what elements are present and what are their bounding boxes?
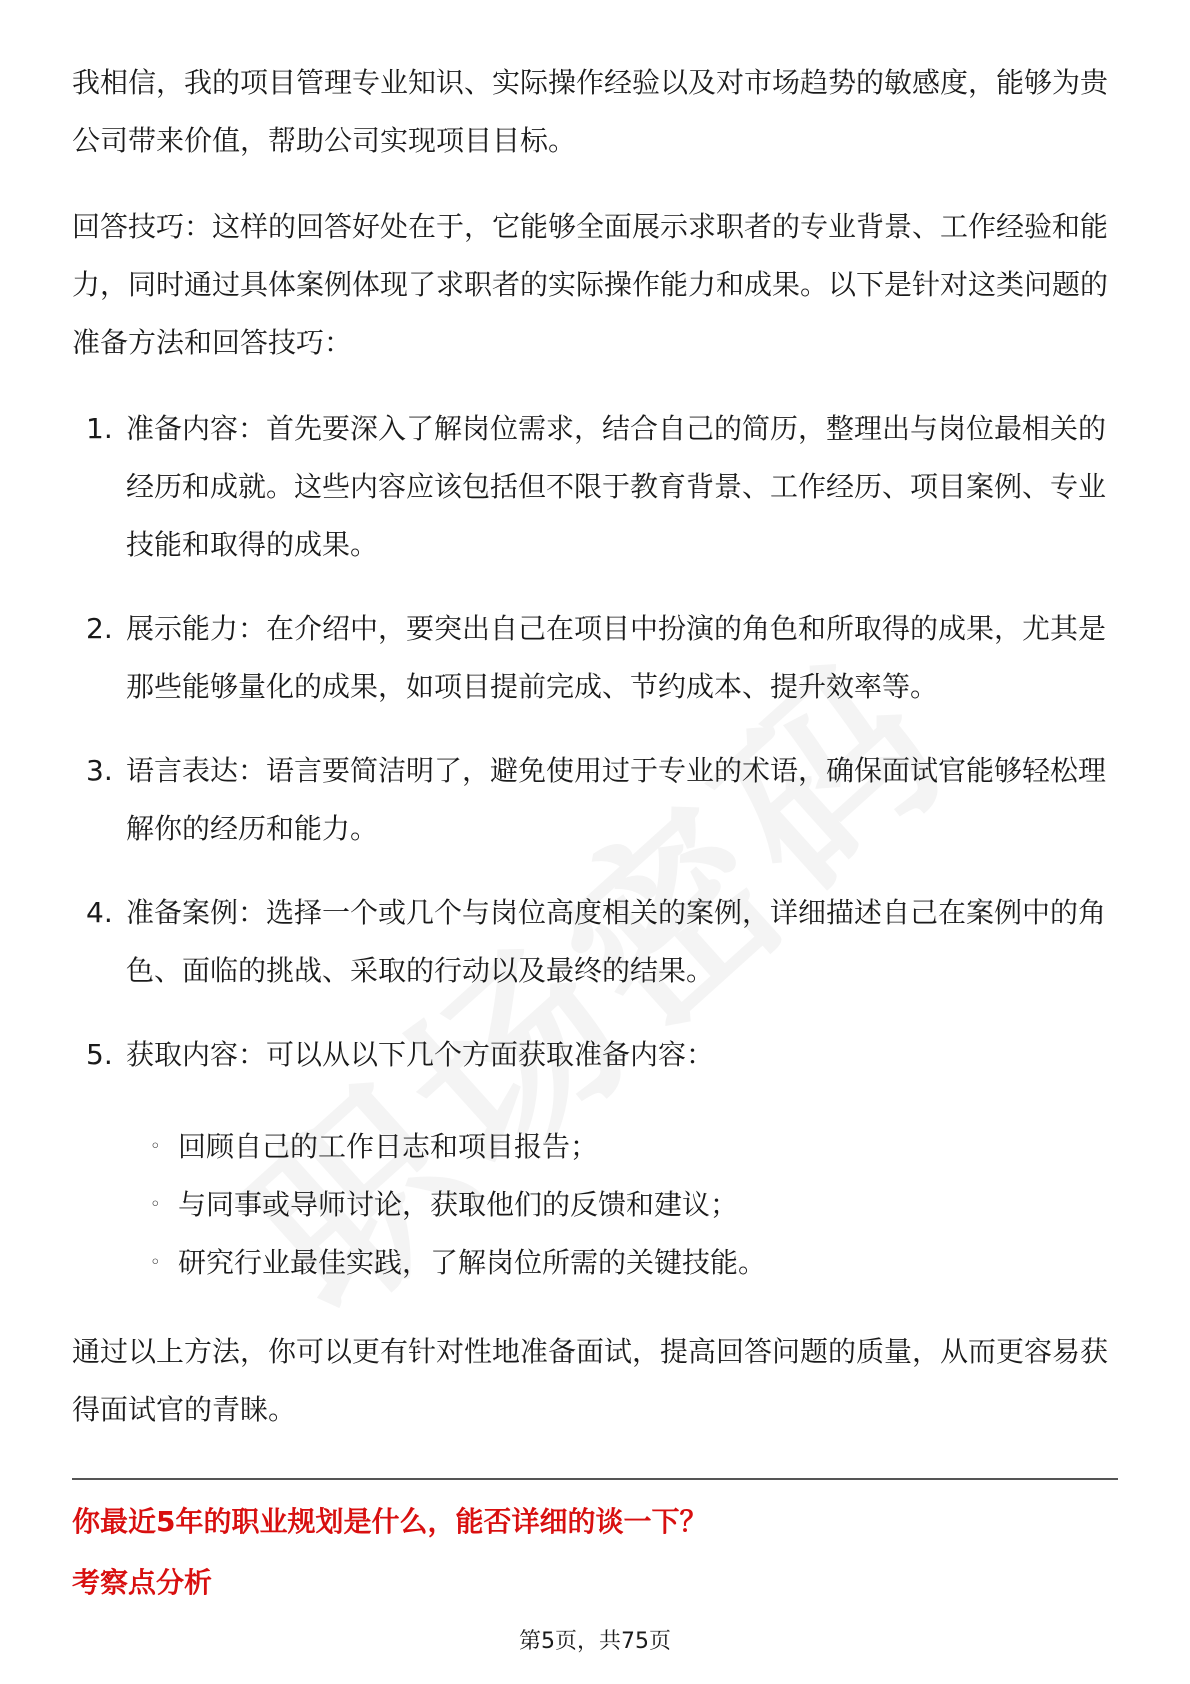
list-item-text: 准备案例：选择一个或几个与岗位高度相关的案例，详细描述自己在案例中的角色、面临的挑战、采取的行动以及最终的结果。 xyxy=(126,896,1107,987)
list-item-text: 语言表达：语言要简洁明了，避免使用过于专业的术语，确保面试官能够轻松理解你的经历和能力。 xyxy=(126,754,1107,845)
list-item xyxy=(72,600,1118,716)
list-item-text: 展示能力：在介绍中，要突出自己在项目中扮演的角色和所取得的成果，尤其是那些能够量化的成果，如项目提前完成、节约成本、提升效率等。 xyxy=(126,612,1107,703)
list-item xyxy=(72,742,1118,858)
intro-paragraph: 我相信，我的项目管理专业知识、实际操作经验以及对市场趋势的敏感度，能够为贵公司带来价值，帮助公司实现项目目标。 xyxy=(72,66,1109,157)
list-item xyxy=(72,400,1118,574)
page-footer: 第5页，共75页 xyxy=(519,1629,671,1654)
analysis-subheading: 考察点分析 xyxy=(72,1566,213,1599)
bullet-icon: ◦ xyxy=(150,1136,161,1157)
bullet-item xyxy=(150,1176,1110,1234)
bullet-item-text: 与同事或导师讨论，获取他们的反馈和建议； xyxy=(178,1188,739,1221)
tips-paragraph: 回答技巧：这样的回答好处在于，它能够全面展示求职者的专业背景、工作经验和能力，同时通过具体案例体现了求职者的实际操作能力和成果。以下是针对这类问题的准备方法和回答技巧： xyxy=(72,210,1109,359)
section-divider xyxy=(72,1478,1118,1480)
conclusion-paragraph: 通过以上方法，你可以更有针对性地准备面试，提高回答问题的质量，从而更容易获得面试官的青睐。 xyxy=(72,1335,1109,1426)
list-item-text: 获取内容：可以从以下几个方面获取准备内容： xyxy=(126,1038,715,1071)
bullet-icon: ◦ xyxy=(150,1194,161,1215)
question-heading: 你最近5年的职业规划是什么，能否详细的谈一下？ xyxy=(72,1505,708,1538)
list-item xyxy=(72,884,1118,1000)
bullet-item xyxy=(150,1234,1110,1292)
list-number: 1. xyxy=(86,412,113,445)
list-item-text: 准备内容：首先要深入了解岗位需求，结合自己的简历，整理出与岗位最相关的经历和成就。这些内容应该包括但不限于教育背景、工作经历、项目案例、专业技能和取得的成果。 xyxy=(126,412,1107,561)
bullet-icon: ◦ xyxy=(150,1252,161,1273)
list-number: 2. xyxy=(86,612,113,645)
bullet-item-text: 研究行业最佳实践，了解岗位所需的关键技能。 xyxy=(178,1246,767,1279)
bullet-item-text: 回顾自己的工作日志和项目报告； xyxy=(178,1130,599,1163)
list-number: 5. xyxy=(86,1038,113,1071)
bullet-item xyxy=(150,1118,1110,1176)
list-number: 3. xyxy=(86,754,113,787)
bullet-list xyxy=(150,1118,1110,1292)
list-number: 4. xyxy=(86,896,113,929)
list-item xyxy=(72,1026,1118,1084)
numbered-list xyxy=(72,400,1118,1084)
